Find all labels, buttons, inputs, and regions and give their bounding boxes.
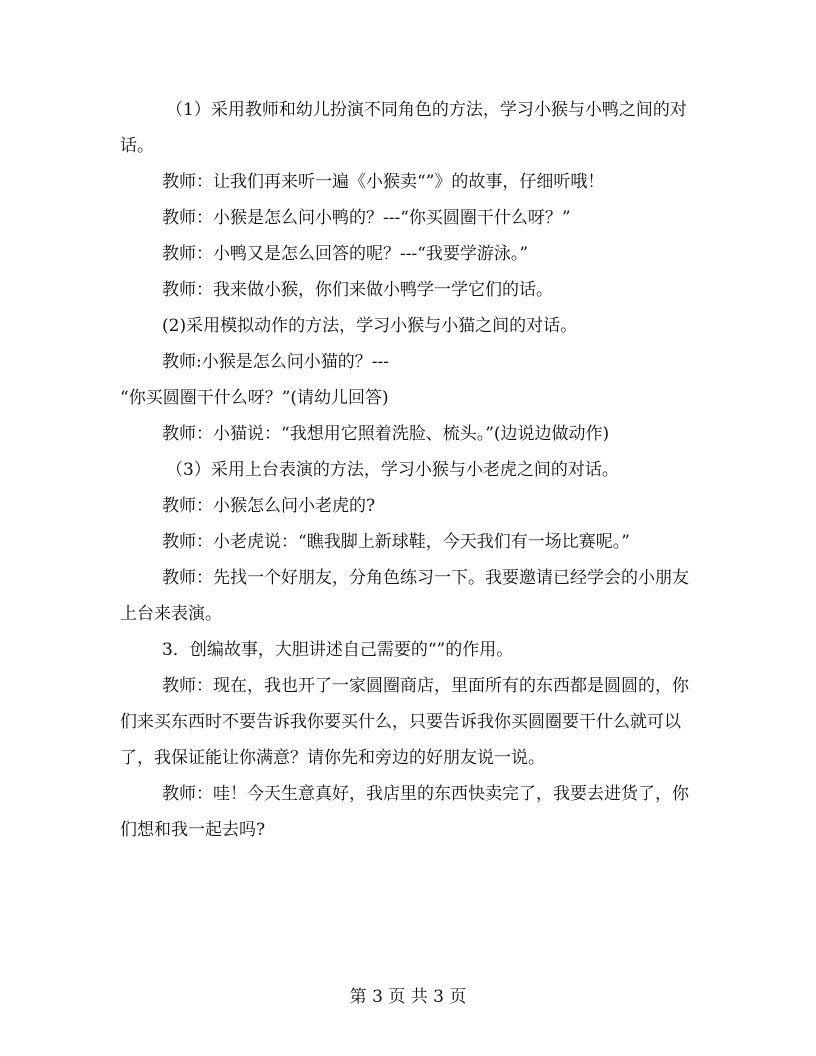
paragraph: 教师：哇！今天生意真好，我店里的东西快卖完了，我要去进货了，你们想和我一起去吗? [120,784,689,840]
paragraph: 教师：小猫说：“我想用它照着洗脸、梳头。”(边说边做动作) [162,424,610,444]
paragraph: 教师：小猴怎么问小老虎的? [162,496,376,516]
paragraph: “你买圆圈干什么呀？”(请幼儿回答) [120,388,389,408]
paragraph: 教师：我来做小猴，你们来做小鸭学一学它们的话。 [162,280,553,300]
paragraph: 教师：小猴是怎么问小鸭的？---“你买圆圈干什么呀？” [162,208,571,228]
paragraph: 教师：现在，我也开了一家圆圈商店，里面所有的东西都是圆圆的，你们来买东西时不要告诉我你要买什么，只要告诉我你买圆圈要干什么就可以了，我保证能让你满意？请你先和旁边的好朋友说一说。 [120,676,689,768]
paragraph: 教师:小猴是怎么问小猫的？--- [162,352,389,372]
paragraph: 教师：小老虎说：“瞧我脚上新球鞋，今天我们有一场比赛呢。” [162,532,630,552]
document-body [120,92,696,848]
paragraph: 教师：先找一个好朋友，分角色练习一下。我要邀请已经学会的小朋友上台来表演。 [120,568,689,624]
paragraph: （1）采用教师和幼儿扮演不同角色的方法，学习小猴与小鸭之间的对话。 [120,100,687,156]
paragraph: （3）采用上台表演的方法，学习小猴与小老虎之间的对话。 [166,460,619,480]
page-number-footer: 第 3 页 共 3 页 [349,987,467,1007]
paragraph: 3．创编故事，大胆讲述自己需要的“”的作用。 [162,640,514,660]
paragraph: 教师：让我们再来听一遍《小猴卖“”》的故事，仔细听哦！ [162,172,605,192]
paragraph: (2)采用模拟动作的方法，学习小猴与小猫之间的对话。 [162,316,578,336]
paragraph: 教师：小鸭又是怎么回答的呢？---“我要学游泳。” [162,244,529,264]
